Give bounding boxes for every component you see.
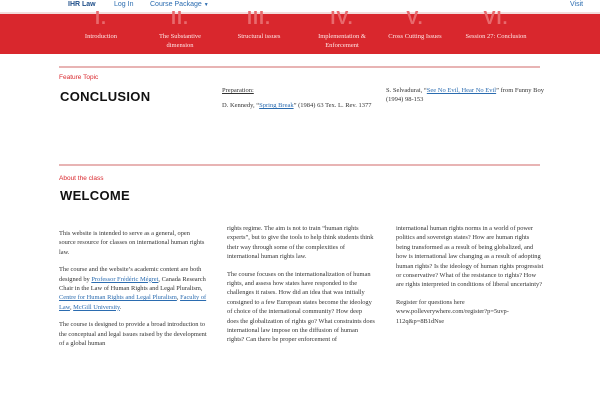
preparation-reference xyxy=(222,101,372,110)
welcome-column-3 xyxy=(396,224,544,334)
nav-label: The Substantive dimension xyxy=(158,33,202,49)
nav-item-structural-issues[interactable] xyxy=(222,8,296,56)
text: , Canada Research Chair in the Law of Human Rights and Legal Pluralism, xyxy=(59,275,206,293)
text: , xyxy=(176,294,181,302)
nav-item-introduction[interactable] xyxy=(58,8,144,56)
nav-item-cross-cutting-issues[interactable] xyxy=(382,8,448,56)
course-package-menu[interactable] xyxy=(150,1,209,8)
text: , xyxy=(69,303,74,311)
divider xyxy=(59,164,540,166)
centre-human-rights-link[interactable]: Centre for Human Rights and Legal Pluralism xyxy=(59,294,177,302)
welcome-title: WELCOME xyxy=(60,188,130,203)
nav-label: Structural issues xyxy=(237,33,281,40)
nav-label: Implementation & Enforcement xyxy=(318,33,366,49)
section-navigation xyxy=(0,8,600,54)
intro-paragraph: This website is intended to serve as a general, open source resource for classes on international human rights law. xyxy=(59,230,205,256)
spring-break-link[interactable]: Spring Break xyxy=(259,102,294,109)
nav-numeral: IV. xyxy=(330,8,354,28)
see-no-evil-link[interactable]: See No Evil, Hear No Evil xyxy=(426,87,497,94)
nav-item-implementation-enforcement[interactable] xyxy=(302,8,382,56)
text: The course and the website’s academic content are both designed by xyxy=(59,266,202,283)
mcgill-university-link[interactable]: McGill University xyxy=(73,303,120,311)
preparation-title: Preparation: xyxy=(222,87,254,94)
nav-numeral: I. xyxy=(94,8,107,28)
welcome-column-1 xyxy=(59,229,207,356)
nav-numeral: VI. xyxy=(483,8,509,28)
reading-reference xyxy=(386,86,546,104)
course-package-label: Course Package xyxy=(150,1,202,8)
about-kicker: About the class xyxy=(59,175,104,182)
ref-author: S. Selvadurai, “ xyxy=(386,87,427,94)
site-brand-link[interactable]: IHR Law xyxy=(68,1,96,8)
course-design-paragraph: The course is designed to provide a broad introduction to the conceptual and legal issues raised by the development of a global human xyxy=(59,321,207,348)
chevron-down-icon: ▼ xyxy=(203,2,209,8)
prep-author: D. Kennedy, “ xyxy=(222,102,260,109)
feature-title: CONCLUSION xyxy=(60,89,151,104)
designer-paragraph xyxy=(59,265,207,312)
prep-citation: ” (1984) 63 Tex. L. Rev. 1377 xyxy=(293,102,372,109)
focus-paragraph: The course focuses on the internationalization of human rights, and assess how states have responded to the challenges it raises. How did an idea that was initially consigned to a few European states become the ideology of choice of the international community? How deep does the globalization of rights go? What constraints does international law impose on the diffusion of human rights? Can there be proper enforcement of xyxy=(227,270,375,344)
text: . xyxy=(119,303,122,311)
faculty-of-law-link[interactable]: Faculty of Law xyxy=(59,294,207,311)
nav-numeral: III. xyxy=(246,8,271,28)
ref-citation: ” from Funny Boy (1994) 98-153 xyxy=(386,87,544,103)
nav-label: Introduction xyxy=(84,33,118,40)
nav-label: Cross Cutting Issues xyxy=(388,33,442,40)
questions-paragraph: international human rights norms in a world of power politics and sovereign states? How are human rights being transformed as a result of being globalized, and how is international law changing as a result of adopting human rights? Is the ideology of human rights progressist or conservative? What of the resistance to rights? How are rights interpreted in conditions of liberal uncertainty? xyxy=(396,225,544,289)
welcome-column-2 xyxy=(227,224,375,353)
register-paragraph: Register for questions here www.polleverywhere.com/register?p=5uvp-112q&p=8B1dNse xyxy=(396,298,509,325)
visit-link[interactable]: Visit xyxy=(570,1,584,8)
aim-paragraph: rights regime. The aim is not to train “human rights experts”, but to give the tools to help think students think their way through some of the complexities of international human rights law. xyxy=(227,225,374,261)
nav-label: Session 27: Conclusion xyxy=(465,33,527,40)
divider xyxy=(59,66,540,68)
preparation-block xyxy=(222,86,372,110)
login-link[interactable]: Log In xyxy=(114,1,134,8)
nav-numeral: II. xyxy=(170,8,189,28)
nav-item-substantive-dimension[interactable] xyxy=(140,8,220,56)
nav-item-session-27-conclusion[interactable] xyxy=(458,8,534,56)
feature-topic-kicker: Feature Topic xyxy=(59,74,99,81)
nav-numeral: V. xyxy=(406,8,424,28)
professor-megret-link[interactable]: Professor Frédéric Mégret xyxy=(91,275,159,283)
